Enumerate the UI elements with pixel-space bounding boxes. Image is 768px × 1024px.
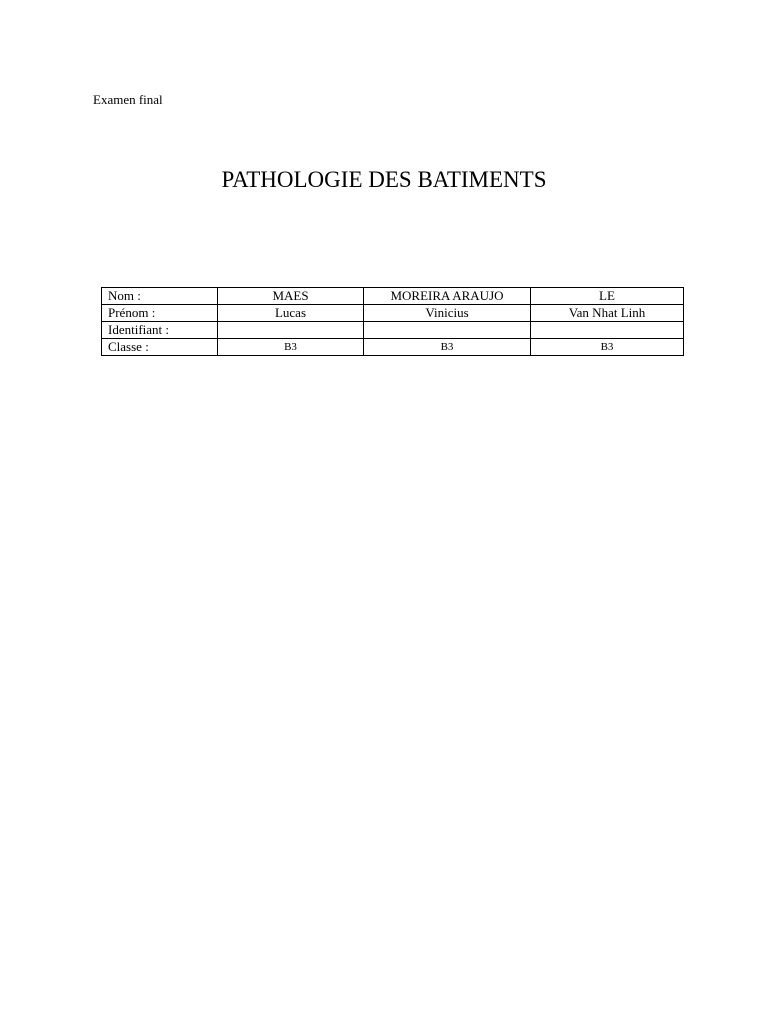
classe-student-2: B3 xyxy=(364,339,531,356)
classe-student-1: B3 xyxy=(218,339,364,356)
prenom-student-3: Van Nhat Linh xyxy=(531,305,684,322)
table-row-prenom xyxy=(102,305,684,322)
exam-label: Examen final xyxy=(93,92,163,107)
table-row-nom xyxy=(102,288,684,305)
nom-student-2: MOREIRA ARAUJO xyxy=(364,288,531,305)
prenom-student-2: Vinicius xyxy=(364,305,531,322)
table-row-classe xyxy=(102,339,684,356)
nom-student-1: MAES xyxy=(218,288,364,305)
identifiant-student-1 xyxy=(218,322,364,339)
classe-student-3: B3 xyxy=(531,339,684,356)
row-label-classe: Classe : xyxy=(102,339,218,356)
identifiant-student-3 xyxy=(531,322,684,339)
row-label-nom: Nom : xyxy=(102,288,218,305)
nom-student-3: LE xyxy=(531,288,684,305)
row-label-prenom: Prénom : xyxy=(102,305,218,322)
row-label-identifiant: Identifiant : xyxy=(102,322,218,339)
table-row-identifiant xyxy=(102,322,684,339)
document-title: PATHOLOGIE DES BATIMENTS xyxy=(221,167,547,192)
student-info-table xyxy=(101,287,684,356)
prenom-student-1: Lucas xyxy=(218,305,364,322)
identifiant-student-2 xyxy=(364,322,531,339)
